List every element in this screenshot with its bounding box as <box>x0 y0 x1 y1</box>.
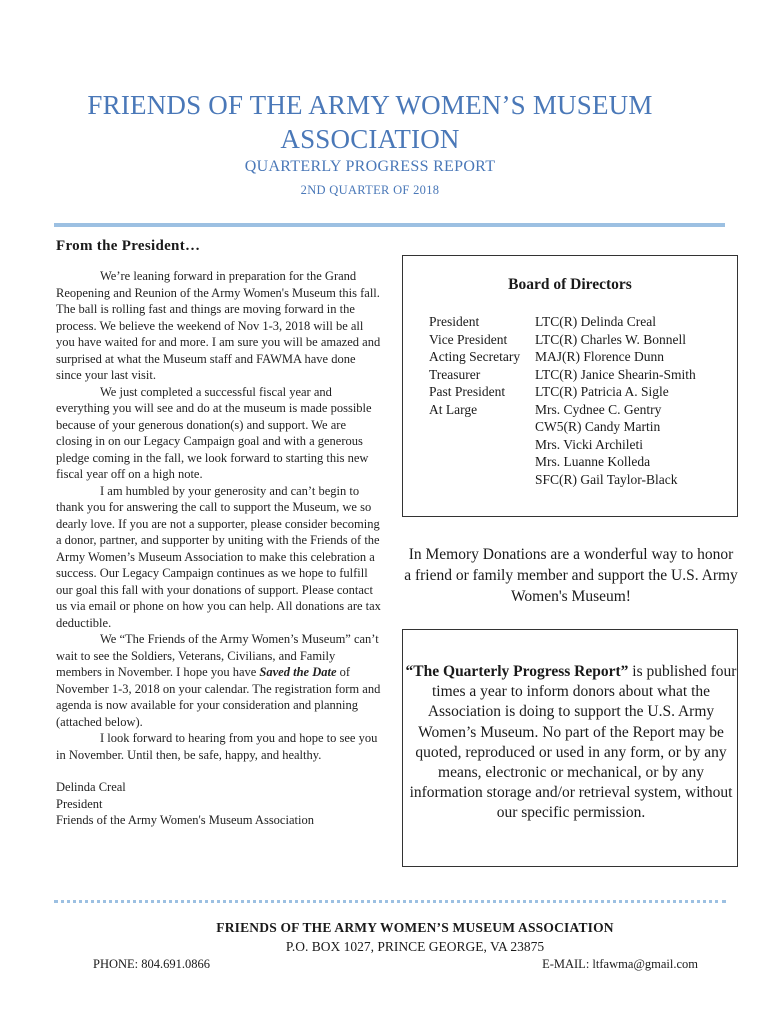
letter-paragraph-4 <box>56 631 384 730</box>
memory-donations-note: In Memory Donations are a wonderful way to honor a friend or family member and support the U.S. Army Women's Museum! <box>404 546 738 605</box>
board-member: CW5(R) Candy Martin <box>535 419 661 434</box>
board-roles-column <box>429 313 520 418</box>
report-notice-text <box>404 662 738 824</box>
letter-signature <box>56 779 384 829</box>
title-line-2: ASSOCIATION <box>280 124 460 154</box>
board-role: Acting Secretary <box>429 349 521 364</box>
president-letter-heading: From the President… <box>56 238 201 254</box>
board-member: Mrs. Vicki Archileti <box>535 436 644 452</box>
letter-p4-start: We “The Friends of the Army Women’s Museum” can’t wait to see the Soldiers, Veterans, Civilians, and Family members in November. I hope you have <box>56 632 379 679</box>
letter-p4-end: of November 1-3, 2018 on your calendar. The registration form and agenda is now available for your consideration and planning (attached below). <box>56 665 381 729</box>
footer-divider <box>54 900 726 903</box>
letter-paragraph-5: I look forward to hearing from you and hope to see you in November. Until then, be safe, happy, and healthy. <box>56 731 378 762</box>
board-names-column <box>535 313 696 488</box>
letter-paragraph-2: We just completed a successful fiscal year and everything you will see and do at the museum is made possible because of your generous donation(s) and support. We are closing in on our Legacy Campaign goal and with a generous pledge coming in the fall, we look forward to starting this new fiscal year off on a high note. <box>56 384 372 481</box>
report-quarter: 2ND QUARTER OF 2018 <box>300 183 440 197</box>
board-member: MAJ(R) Florence Dunn <box>535 349 664 364</box>
header-divider <box>54 223 725 227</box>
board-member: Mrs. Luanne Kolleda <box>535 454 651 469</box>
report-subtitle: QUARTERLY PROGRESS REPORT <box>244 158 496 175</box>
report-name-emphasis: “The Quarterly Progress Report” <box>405 663 629 680</box>
page-title <box>40 88 700 156</box>
report-notice-body: is published four times a year to inform donors about what the Association is doing to support the U.S. Army Women’s Museum. No part of the Report may be quoted, reproduced or used in any form, or by any means, electronic or mechanical, or by any information storage and/or retrieval system, without our specific permission. <box>409 663 737 822</box>
footer-organization: FRIENDS OF THE ARMY WOMEN’S MUSEUM ASSOCIATION <box>216 920 614 935</box>
saved-the-date-emphasis: Saved the Date <box>259 665 337 679</box>
board-member: LTC(R) Delinda Creal <box>535 314 656 329</box>
board-title: Board of Directors <box>508 276 632 293</box>
board-member: LTC(R) Charles W. Bonnell <box>535 331 686 347</box>
letter-paragraph-1: We’re leaning forward in preparation for the Grand Reopening and Reunion of the Army Women's Museum this fall. The ball is rolling fast and things are moving forward in the process. We believe the weekend of Nov 1-3, 2018 will be all you have waited for and more. I am sure you will be amazed and surprised at what the Museum staff and FAWMA have done since your last visit. <box>56 269 381 382</box>
footer-phone: PHONE: 804.691.0866 <box>93 957 211 971</box>
title-line-1: FRIENDS OF THE ARMY WOMEN’S MUSEUM <box>87 90 653 120</box>
board-member: SFC(R) Gail Taylor-Black <box>535 471 678 487</box>
board-member: LTC(R) Patricia A. Sigle <box>535 384 669 399</box>
board-role: Treasurer <box>429 366 481 382</box>
board-member: Mrs. Cydnee C. Gentry <box>535 401 662 417</box>
board-role: Past President <box>429 384 506 399</box>
president-letter <box>56 268 384 829</box>
board-role: Vice President <box>429 331 508 347</box>
footer-email: E-MAIL: ltfawma@gmail.com <box>542 957 698 971</box>
signature-title: President <box>56 796 103 811</box>
signature-organization: Friends of the Army Women's Museum Association <box>56 813 314 827</box>
board-role: At Large <box>429 401 478 417</box>
footer-address: P.O. BOX 1027, PRINCE GEORGE, VA 23875 <box>285 939 545 954</box>
board-role: President <box>429 314 480 329</box>
letter-paragraph-3: I am humbled by your generosity and can’t begin to thank you for answering the call to support the Museum, we so dearly love. If you are not a supporter, please consider becoming a donor, partner, and supporter by uniting with the Friends of the Army Women’s Museum Association to make this celebration a success. Our Legacy Campaign continues as we hope to fulfill our goal this fall with your donations of support. Please contact us via email or phone on how you can help. All donations are tax deductible. <box>56 483 381 630</box>
board-member: LTC(R) Janice Shearin-Smith <box>535 366 696 382</box>
signature-name: Delinda Creal <box>56 780 126 794</box>
